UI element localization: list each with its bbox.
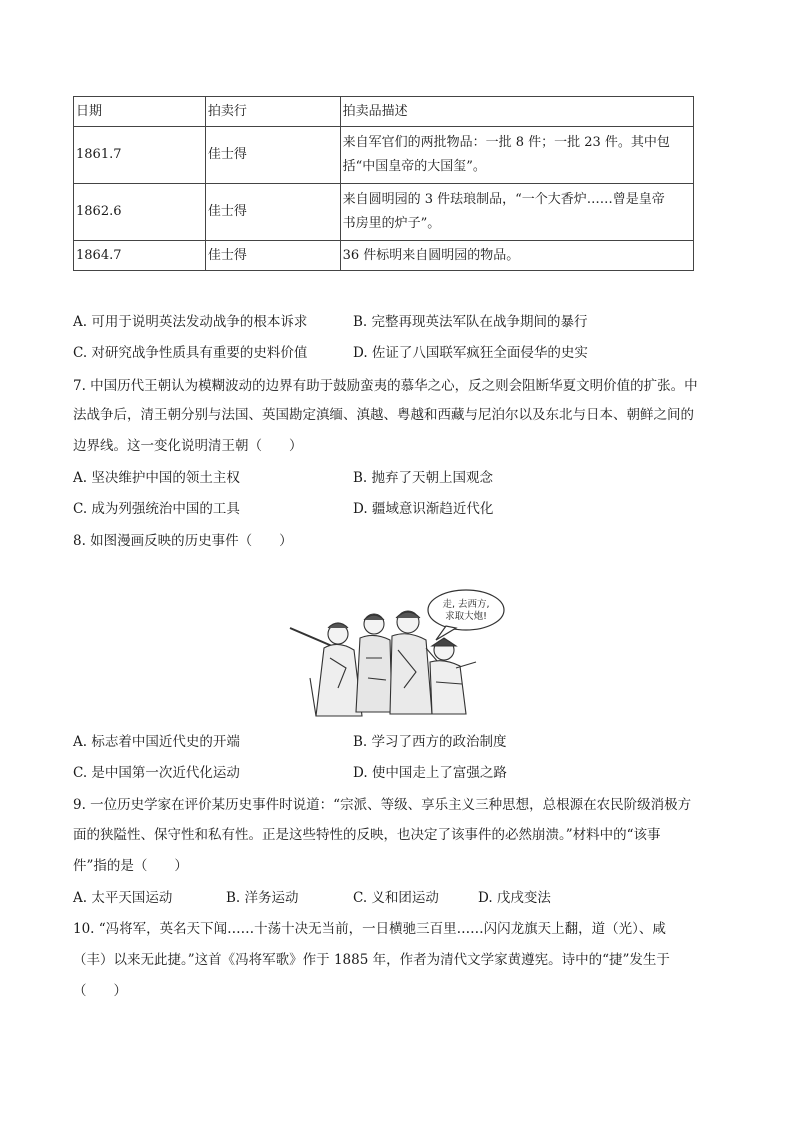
cell-house: 佳士得 bbox=[205, 241, 340, 271]
header-date: 日期 bbox=[74, 97, 206, 127]
q9-option-c: C. 义和团运动 bbox=[353, 890, 439, 906]
q9-stem-line: 面的狭隘性、保守性和私有性。正是这些特性的反映，也决定了该事件的必然崩溃。”材料中的“该事 bbox=[73, 827, 661, 843]
q8-option-c: C. 是中国第一次近代化运动 bbox=[73, 765, 240, 781]
q7-option-d: D. 疆域意识渐趋近代化 bbox=[353, 501, 494, 517]
q6-option-c: C. 对研究战争性质具有重要的史料价值 bbox=[73, 345, 308, 361]
cell-date: 1861.7 bbox=[74, 127, 206, 184]
q7-stem-line: 7. 中国历代王朝认为模糊波动的边界有助于鼓励蛮夷的慕华之心，反之则会阻断华夏文明价值的扩张。中 bbox=[73, 378, 698, 394]
table-row bbox=[74, 241, 694, 271]
q10-stem-line: （ ） bbox=[73, 983, 127, 999]
q8-option-b: B. 学习了西方的政治制度 bbox=[353, 734, 507, 750]
q7-stem-line: 边界线。这一变化说明清王朝（ ） bbox=[73, 438, 303, 454]
q10-stem-line: （丰）以来无此捷。”这首《冯将军歌》作于 1885 年，作者为清代文学家黄遵宪。诗中的“捷”发生于 bbox=[73, 952, 670, 968]
cell-desc bbox=[340, 184, 693, 241]
header-auction-house: 拍卖行 bbox=[205, 97, 340, 127]
q6-option-d: D. 佐证了八国联军疯狂全面侵华的史实 bbox=[353, 345, 588, 361]
cell-desc-line: 来自圆明园的 3 件珐琅制品，“一个大香炉……曾是皇帝 bbox=[342, 192, 665, 207]
table-row bbox=[74, 184, 694, 241]
q7-stem-line: 法战争后，清王朝分别与法国、英国勘定滇缅、滇越、粤越和西藏与尼泊尔以及东北与日本、朝鲜之间的 bbox=[73, 407, 694, 423]
q7-option-b: B. 抛弃了天朝上国观念 bbox=[353, 470, 494, 486]
q10-stem-line: 10. “冯将军，英名天下闻……十荡十决无当前，一日横驰三百里……闪闪龙旗天上翻，道（光）、咸 bbox=[73, 921, 666, 937]
q8-option-d: D. 使中国走上了富强之路 bbox=[353, 765, 507, 781]
q8-option-a: A. 标志着中国近代史的开端 bbox=[73, 734, 240, 750]
cell-date: 1864.7 bbox=[74, 241, 206, 271]
auction-table bbox=[73, 96, 694, 271]
cell-desc bbox=[340, 127, 693, 184]
q6-option-b: B. 完整再现英法军队在战争期间的暴行 bbox=[353, 314, 588, 330]
q8-stem-line: 8. 如图漫画反映的历史事件（ ） bbox=[73, 533, 293, 549]
q7-option-a: A. 坚决维护中国的领土主权 bbox=[73, 470, 240, 486]
q9-option-b: B. 洋务运动 bbox=[226, 890, 299, 906]
q9-option-d: D. 戊戌变法 bbox=[478, 890, 551, 906]
q9-stem-line: 件”指的是（ ） bbox=[73, 858, 188, 874]
cell-desc-line: 书房里的炉子”。 bbox=[342, 216, 441, 231]
cell-date: 1862.6 bbox=[74, 184, 206, 241]
q9-stem-line: 9. 一位历史学家在评价某历史事件时说道：“宗派、等级、享乐主义三种思想，总根源在农民阶级消极方 bbox=[73, 797, 692, 813]
cell-desc: 36 件标明来自圆明园的物品。 bbox=[340, 241, 693, 271]
q7-option-c: C. 成为列强统治中国的工具 bbox=[73, 501, 240, 517]
cell-desc-line: 括“中国皇帝的大国玺”。 bbox=[342, 159, 486, 174]
header-description: 拍卖品描述 bbox=[340, 97, 693, 127]
table-row bbox=[74, 127, 694, 184]
q6-option-a: A. 可用于说明英法发动战争的根本诉求 bbox=[73, 314, 308, 330]
cell-house: 佳士得 bbox=[205, 184, 340, 241]
cartoon-illustration bbox=[286, 588, 508, 720]
cell-desc-line: 来自军官们的两批物品：一批 8 件；一批 23 件。其中包 bbox=[342, 135, 670, 150]
table-header-row bbox=[74, 97, 694, 127]
q9-option-a: A. 太平天国运动 bbox=[73, 890, 173, 906]
speech-bubble-line: 求取大炮! bbox=[445, 611, 487, 622]
cell-house: 佳士得 bbox=[205, 127, 340, 184]
speech-bubble-line: 走, 去西方, bbox=[442, 599, 490, 610]
